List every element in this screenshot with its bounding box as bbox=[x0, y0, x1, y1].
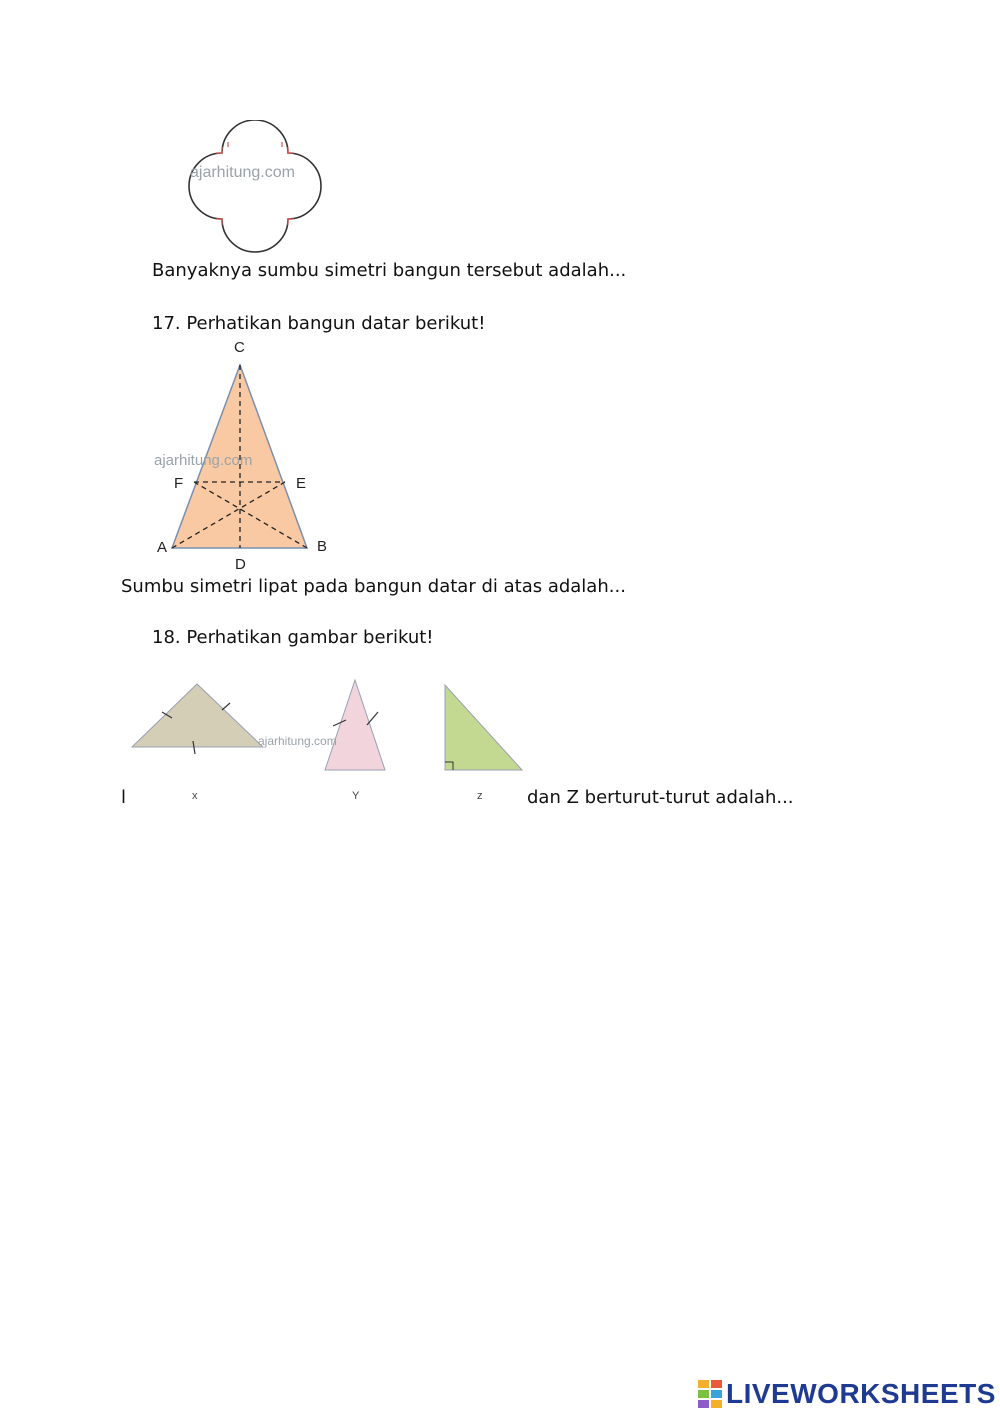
vertex-d-label: D bbox=[235, 556, 246, 573]
q16-outline bbox=[189, 120, 321, 252]
vertex-a-label: A bbox=[157, 539, 168, 556]
liveworksheets-logo-icon bbox=[698, 1380, 724, 1408]
vertex-e-label: E bbox=[296, 475, 307, 492]
q18-question-start: l bbox=[121, 787, 127, 808]
watermark-q18: ajarhitung.com bbox=[258, 734, 337, 748]
shape-z-triangle bbox=[445, 685, 522, 770]
liveworksheets-logo-text: LIVEWORKSHEETS bbox=[726, 1378, 996, 1409]
q17-question: Sumbu simetri lipat pada bangun datar di atas adalah... bbox=[121, 576, 626, 597]
shape-x-label: x bbox=[192, 790, 198, 802]
q17-heading: 17. Perhatikan bangun datar berikut! bbox=[152, 313, 486, 334]
q16-shape bbox=[180, 120, 330, 260]
watermark-q17: ajarhitung.com bbox=[154, 452, 253, 469]
q18-heading: 18. Perhatikan gambar berikut! bbox=[152, 627, 434, 648]
watermark-q16: ajarhitung.com bbox=[190, 164, 295, 181]
vertex-c-label: C bbox=[234, 339, 245, 356]
shape-y-label: Y bbox=[352, 790, 360, 802]
shape-x-triangle bbox=[132, 684, 263, 747]
liveworksheets-logo bbox=[698, 1378, 996, 1410]
vertex-f-label: F bbox=[174, 475, 184, 492]
q16-question: Banyaknya sumbu simetri bangun tersebut adalah... bbox=[152, 260, 627, 281]
vertex-b-label: B bbox=[317, 538, 328, 555]
q18-question-end: dan Z berturut-turut adalah... bbox=[527, 787, 794, 808]
shape-z-label: z bbox=[477, 790, 483, 802]
q18-shapes bbox=[120, 670, 540, 780]
q16-right-angle-marks bbox=[216, 142, 294, 225]
